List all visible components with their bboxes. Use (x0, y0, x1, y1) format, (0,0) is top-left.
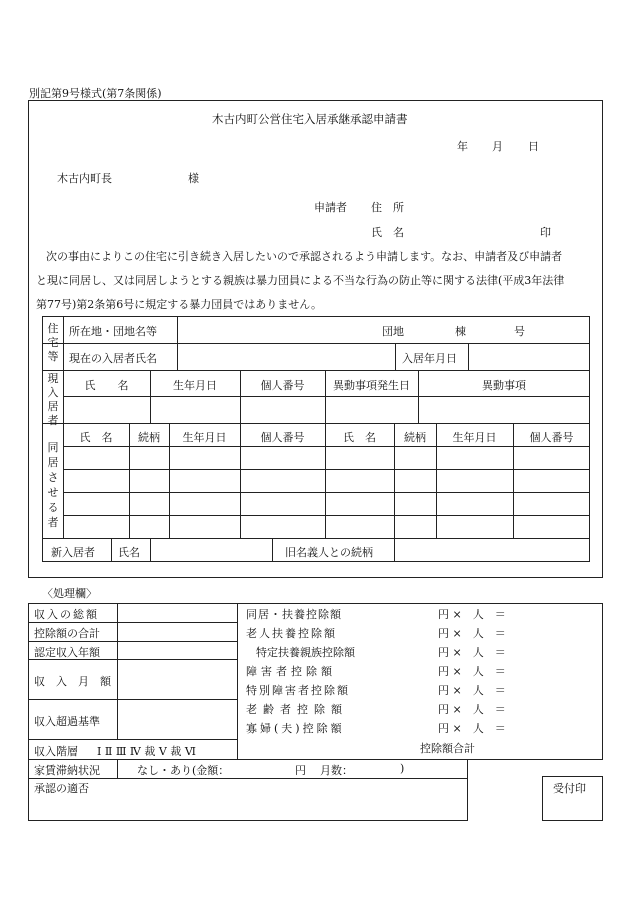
deduction-specific-dependent: 特定扶養親族控除額 (256, 646, 355, 659)
deduction-aged: 老齢者控除額 (246, 703, 348, 716)
rent-yen-label: 円 (295, 764, 306, 777)
body-text-line-3: 第77号)第2条第6号に規定する暴力団員ではありません。 (36, 298, 322, 311)
move-in-date-label: 入居年月日 (402, 352, 457, 365)
deduction-dependent: 同居・扶養控除額 (246, 608, 342, 621)
danchi-label: 団地 (382, 325, 404, 338)
processing-label: 〈処理欄〉 (42, 587, 97, 600)
new-resident-label: 新入居者 (51, 546, 95, 559)
income-excess-standard-label: 収入超過基準 (34, 715, 100, 728)
cr-header-change: 異動事項 (482, 379, 526, 392)
form-title: 木古内町公営住宅入居承継承認申請書 (212, 112, 408, 126)
income-level-options: Ⅰ Ⅱ Ⅲ Ⅳ 裁 Ⅴ 裁 Ⅵ (97, 745, 196, 758)
approval-label: 承認の適否 (34, 782, 89, 795)
deduction-calc-5: 円 × 人 ＝ (438, 684, 506, 697)
building-label: 棟 (455, 325, 466, 338)
deduction-calc-3: 円 × 人 ＝ (438, 646, 506, 659)
deduction-calc-2: 円 × 人 ＝ (438, 627, 506, 640)
deduction-total-label: 控除額合計 (420, 742, 475, 755)
total-income-label: 収入の総額 (34, 608, 99, 621)
addressee-honorific: 様 (188, 172, 199, 185)
form-number: 別記第9号様式(第7条関係) (29, 87, 162, 100)
deduction-calc-4: 円 × 人 ＝ (438, 665, 506, 678)
deduction-special-disabled: 特別障害者控除額 (246, 684, 350, 697)
rent-months-label: 月数： (320, 764, 353, 777)
deduction-calc-7: 円 × 人 ＝ (438, 722, 506, 735)
total-deduction-label: 控除額の合計 (34, 627, 100, 640)
approval-box (28, 778, 468, 821)
section-housing: 住宅等 (47, 322, 59, 363)
cr-header-id: 個人番号 (260, 379, 305, 392)
number-label: 号 (514, 325, 525, 338)
seal-mark: 印 (540, 226, 551, 239)
applicant-address-label: 住 所 (371, 201, 404, 214)
co-header-name-2: 氏 名 (343, 431, 376, 444)
body-text-line-1: 次の事由によりこの住宅に引き続き入居したいので承認されるよう申請します。なお、申請者及び申請者 (46, 250, 563, 263)
date-month: 月 (492, 140, 503, 153)
co-header-id-2: 個人番号 (529, 431, 574, 444)
rent-arrears-label: 家賃滞納状況 (34, 764, 100, 777)
location-label: 所在地・団地名等 (69, 325, 157, 338)
relation-to-former-label: 旧名義人との続柄 (285, 546, 373, 559)
deduction-widow: 寡婦(夫)控除額 (246, 722, 345, 735)
cr-header-name: 氏 名 (84, 379, 129, 392)
addressee-name: 木古内町長 (57, 172, 112, 185)
co-header-id-1: 個人番号 (260, 431, 305, 444)
co-header-relation-1: 続柄 (138, 431, 160, 444)
income-level-label: 収入階層 (34, 745, 78, 758)
deduction-elderly-dependent: 老人扶養控除額 (246, 627, 337, 640)
new-resident-name-label: 氏名 (118, 546, 140, 559)
body-text-line-2: と現に同居し、又は同居しようとする親族は暴力団員による不当な行為の防止等に関する法律(平成3年法律 (36, 274, 565, 287)
cr-header-change-date: 異動事項発生日 (333, 379, 410, 392)
co-header-name-1: 氏 名 (79, 431, 113, 444)
applicant-name-label: 氏 名 (371, 226, 404, 239)
applicant-label: 申請者 (314, 201, 347, 214)
deduction-calc-6: 円 × 人 ＝ (438, 703, 506, 716)
annual-income-label: 認定収入年額 (34, 646, 100, 659)
section-current-resident: 現入居者 (47, 372, 59, 427)
cr-header-birthdate: 生年月日 (173, 379, 217, 392)
deduction-calc-1: 円 × 人 ＝ (438, 608, 506, 621)
date-year: 年 (457, 140, 468, 153)
co-header-relation-2: 続柄 (404, 431, 426, 444)
date-day: 日 (528, 140, 539, 153)
rent-arrears-value: なし・あり(金額： (137, 764, 230, 777)
current-resident-name-label: 現在の入居者氏名 (69, 352, 157, 365)
co-header-birthdate-2: 生年月日 (452, 431, 497, 444)
rent-close-paren: ) (400, 762, 405, 775)
deduction-disabled: 障害者控除額 (246, 665, 336, 678)
co-header-birthdate-1: 生年月日 (182, 431, 227, 444)
monthly-income-label: 収 入 月 額 (34, 675, 111, 688)
reception-stamp-label: 受付印 (553, 782, 586, 795)
section-cohabitants: 同居させる者 (47, 441, 59, 529)
